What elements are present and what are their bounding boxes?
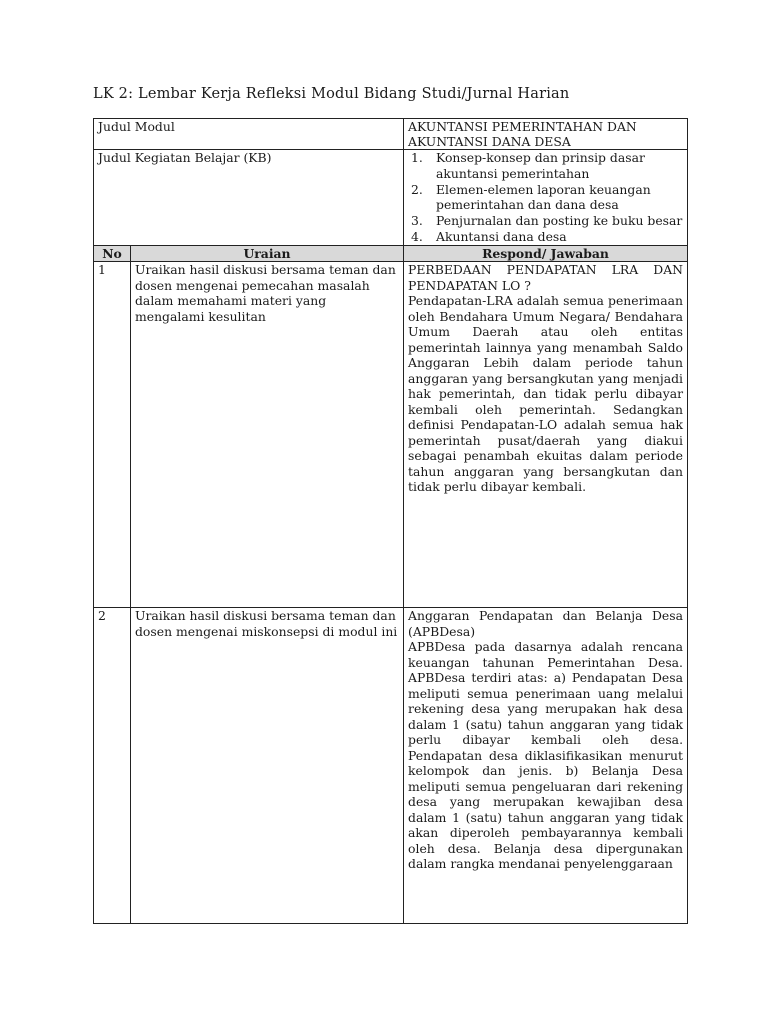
kb-item-number: 1. bbox=[411, 150, 423, 165]
judul-modul-row bbox=[94, 119, 688, 150]
kb-item bbox=[408, 229, 683, 245]
row-number: 1 bbox=[94, 262, 131, 608]
kb-item-number: 3. bbox=[411, 213, 423, 228]
kb-list bbox=[408, 150, 683, 245]
kb-item-number: 4. bbox=[411, 229, 423, 244]
column-header-respond: Respond/ Jawaban bbox=[404, 246, 688, 262]
respond-heading: Anggaran Pendapatan dan Belanja Desa (APBDesa) bbox=[408, 608, 684, 639]
judul-modul-label: Judul Modul bbox=[94, 119, 404, 150]
kb-item-number: 2. bbox=[411, 181, 423, 197]
row-number: 2 bbox=[94, 608, 131, 924]
judul-kb-row bbox=[94, 150, 688, 246]
worksheet-table bbox=[93, 118, 688, 924]
row-respond-cell bbox=[404, 608, 688, 924]
respond-text: Pendapatan-LRA adalah semua penerimaan oleh Bendahara Umum Negara/ Bendahara Umum Daerah atau oleh entitas pemerintah lainnya yang menambah Saldo Anggaran Lebih dalam periode tahun anggaran yang bersangkutan yang menjadi hak pemerintah, dan tidak perlu dibayar kembali oleh pemerintah. Sedangkan definisi Pendapatan-LO adalah semua hak pemerintah pusat/daerah yang diakui sebagai penambah ekuitas dalam periode tahun anggaran yang bersangkutan dan tidak perlu dibayar kembali. bbox=[408, 293, 684, 494]
column-header-no: No bbox=[94, 246, 131, 262]
judul-kb-label: Judul Kegiatan Belajar (KB) bbox=[94, 150, 404, 246]
judul-modul-text: AKUNTANSI PEMERINTAHAN DAN AKUNTANSI DANA DESA bbox=[408, 119, 637, 149]
table-row bbox=[94, 262, 688, 608]
kb-item-text: Elemen-elemen laporan keuangan pemerintahan dan dana desa bbox=[436, 181, 651, 212]
table-header-row bbox=[94, 246, 688, 262]
kb-item-text: Penjurnalan dan posting ke buku besar bbox=[436, 213, 683, 228]
judul-modul-value bbox=[404, 119, 688, 150]
kb-item-text: Konsep-konsep dan prinsip dasar akuntansi pemerintahan bbox=[436, 150, 645, 181]
row-respond-cell bbox=[404, 262, 688, 608]
kb-item bbox=[408, 150, 683, 181]
kb-item-text: Akuntansi dana desa bbox=[436, 229, 567, 244]
respond-text: APBDesa pada dasarnya adalah rencana keuangan tahunan Pemerintahan Desa. APBDesa terdiri atas: a) Pendapatan Desa meliputi semua penerimaan uang melalui rekening desa yang merupakan hak desa dalam 1 (satu) tahun anggaran yang tidak perlu dibayar kembali oleh desa. Pendapatan desa diklasifikasikan menurut kelompok dan jenis. b) Belanja Desa meliputi semua pengeluaran dari rekening desa yang merupakan kewajiban desa dalam 1 (satu) tahun anggaran yang tidak akan diperoleh pembayarannya kembali oleh desa. Belanja desa dipergunakan dalam rangka mendanai penyelenggaraan bbox=[408, 639, 684, 871]
column-header-uraian: Uraian bbox=[131, 246, 404, 262]
page-title: LK 2: Lembar Kerja Refleksi Modul Bidang Studi/Jurnal Harian bbox=[93, 86, 570, 102]
row-uraian: Uraikan hasil diskusi bersama teman dan dosen mengenai pemecahan masalah dalam memahami materi yang mengalami kesulitan bbox=[131, 262, 404, 608]
table-row bbox=[94, 608, 688, 924]
kb-list-cell bbox=[404, 150, 688, 246]
kb-item bbox=[408, 182, 683, 213]
kb-item bbox=[408, 213, 683, 229]
row-uraian: Uraikan hasil diskusi bersama teman dan dosen mengenai miskonsepsi di modul ini bbox=[131, 608, 404, 924]
respond-heading: PERBEDAAN PENDAPATAN LRA DAN PENDAPATAN LO ? bbox=[408, 262, 684, 293]
